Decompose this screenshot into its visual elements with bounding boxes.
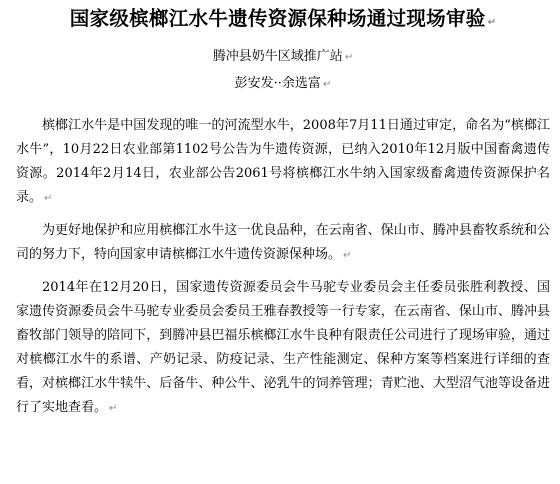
- authors-text: 彭安发··余选富: [234, 76, 321, 91]
- organization-text: 腾冲县奶牛区域推广站: [212, 49, 343, 64]
- paragraph-mark-icon: ↵: [44, 193, 53, 204]
- paragraph-mark-icon: ↵: [487, 17, 497, 28]
- author-names: [16, 71, 550, 98]
- paragraph-text: 为更好地保护和应用槟榔江水牛这一优良品种，在云南省、保山市、腾冲县畜牧系统和公司的努力下，特向国家申请槟榔江水牛遗传资源保种场。: [16, 223, 550, 262]
- body-text: [16, 114, 550, 421]
- author-organization: [16, 44, 550, 71]
- body-paragraph: [16, 219, 550, 268]
- body-paragraph: [16, 276, 550, 421]
- title-text: 国家级槟榔江水牛遗传资源保种场通过现场审验: [69, 7, 486, 30]
- paragraph-mark-icon: ↵: [322, 79, 332, 90]
- paragraph-mark-icon: ↵: [343, 250, 352, 261]
- body-paragraph: [16, 114, 550, 211]
- document-title: [16, 0, 550, 34]
- paragraph-mark-icon: ↵: [109, 403, 118, 414]
- paragraph-mark-icon: ↵: [344, 52, 354, 63]
- paragraph-text: 槟榔江水牛是中国发现的唯一的河流型水牛，2008年7月11日通过审定，命名为“槟榔江水牛”，10月22日农业部第1102号公告为牛遗传资源，已纳入2010年12月版中国畜禽遗传资源。2014年2月14日，农业部公告2061号将槟榔江水牛纳入国家级畜禽遗传资源保护名录。: [16, 118, 550, 205]
- paragraph-text: 2014年在12月20日，国家遗传资源委员会牛马驼专业委员会主任委员张胜利教授、国家遗传资源委员会牛马驼专业委员会委员王雅春教授等一行专家，在云南省、保山市、腾冲县畜牧部门领导的陪同下，到腾冲县巴福乐槟榔江水牛良种有限责任公司进行了现场审验，通过对槟榔江水牛的系谱、产奶记录、防疫记录、生产性能测定、保种方案等档案进行详细的查看，对槟榔江水牛犊牛、后备牛、种公牛、泌乳牛的饲养管理；青贮池、大型沼气池等设备进行了实地查看。: [16, 280, 550, 415]
